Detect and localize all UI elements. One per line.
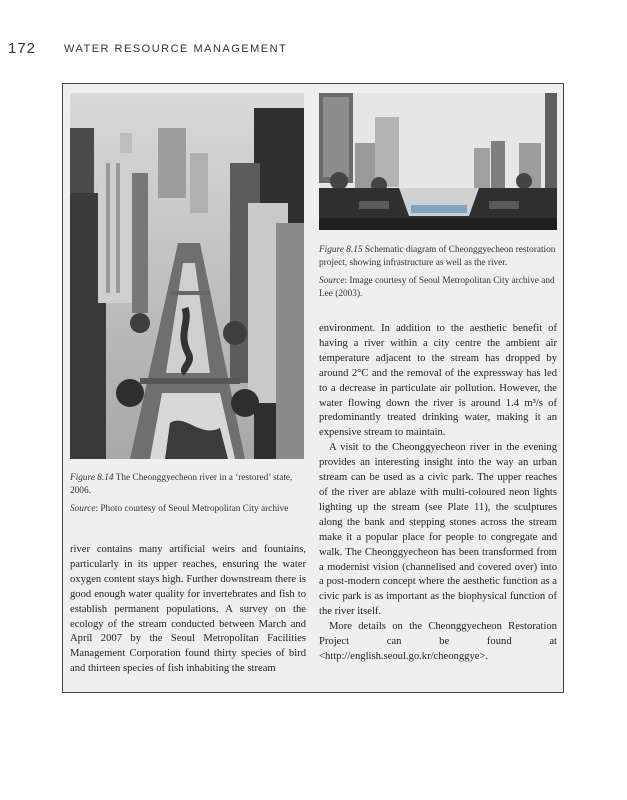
right-column-text xyxy=(319,322,557,665)
left-paragraph: river contains many artificial weirs and fountains, particularly in its upper reaches, ensuring the water oxygen content stays high. Further downstream there is good enough water quality for invertebrates and fish to establish permanent populations. A survey on the ecology of the stream conducted between March and April 2007 by the Seoul Metropolitan Facilities Management Corporation found thirty species of bird and thirteen species of fish inhabiting the stream xyxy=(70,544,306,675)
figure-8-14-source-label: Source xyxy=(70,504,96,515)
right-paragraph-1: environment. In addition to the aesthetic benefit of having a river within a city centre the ambient air temperature adjacent to the stream has dropped by around 2°C and the removal of the expressway has led to a decrease in particulate air pollution. However, the water flowing down the river is around 1.4 m³/s of predominantly treated drinking water, making it an expensive stream to maintain. xyxy=(319,323,557,439)
page-number: 172 xyxy=(8,40,37,57)
left-column-text xyxy=(70,543,306,677)
right-paragraph-3: More details on the Cheonggyecheon Restoration Project can be found at <http://english.seoul.go.kr/cheonggye>. xyxy=(319,621,557,662)
figure-8-14-caption-block xyxy=(70,472,304,522)
figure-8-15-caption-block xyxy=(319,244,557,306)
figure-8-15-caption: Schematic diagram of Cheonggyecheon restoration project, showing infrastructure as well as the river. xyxy=(319,245,556,268)
figure-8-14-label: Figure 8.14 xyxy=(70,473,114,483)
figure-8-15-diagram xyxy=(319,93,557,230)
figure-8-15-source-label: Source xyxy=(319,276,345,287)
figure-8-14-caption: The Cheonggyecheon river in a ‘restored’ state, 2006. xyxy=(70,473,293,496)
running-title: WATER RESOURCE MANAGEMENT xyxy=(64,43,288,55)
figure-8-14-source-text: : Photo courtesy of Seoul Metropolitan City archive xyxy=(95,504,289,515)
figure-8-15-label: Figure 8.15 xyxy=(319,245,363,255)
right-paragraph-2: A visit to the Cheonggyecheon river in the evening provides an interesting insight into the way an urban stream can be used as a civic park. The upper reaches of the river are ablaze with multi-coloured neon lights lighting up the stream (see Plate 11), the sculptures along the bank and stepping stones across the stream make it a popular place for people to congregate and walk. The Cheonggyecheon has been transformed from a modernist vision (channelised and covered over) into a post-modern concept where the aesthetic function as a civic park is as important as the biophysical function of the river itself. xyxy=(319,442,557,618)
figure-8-15-source-text: : Image courtesy of Seoul Metropolitan City archive and Lee (2003). xyxy=(319,276,555,299)
figure-8-14-photo xyxy=(70,93,304,459)
